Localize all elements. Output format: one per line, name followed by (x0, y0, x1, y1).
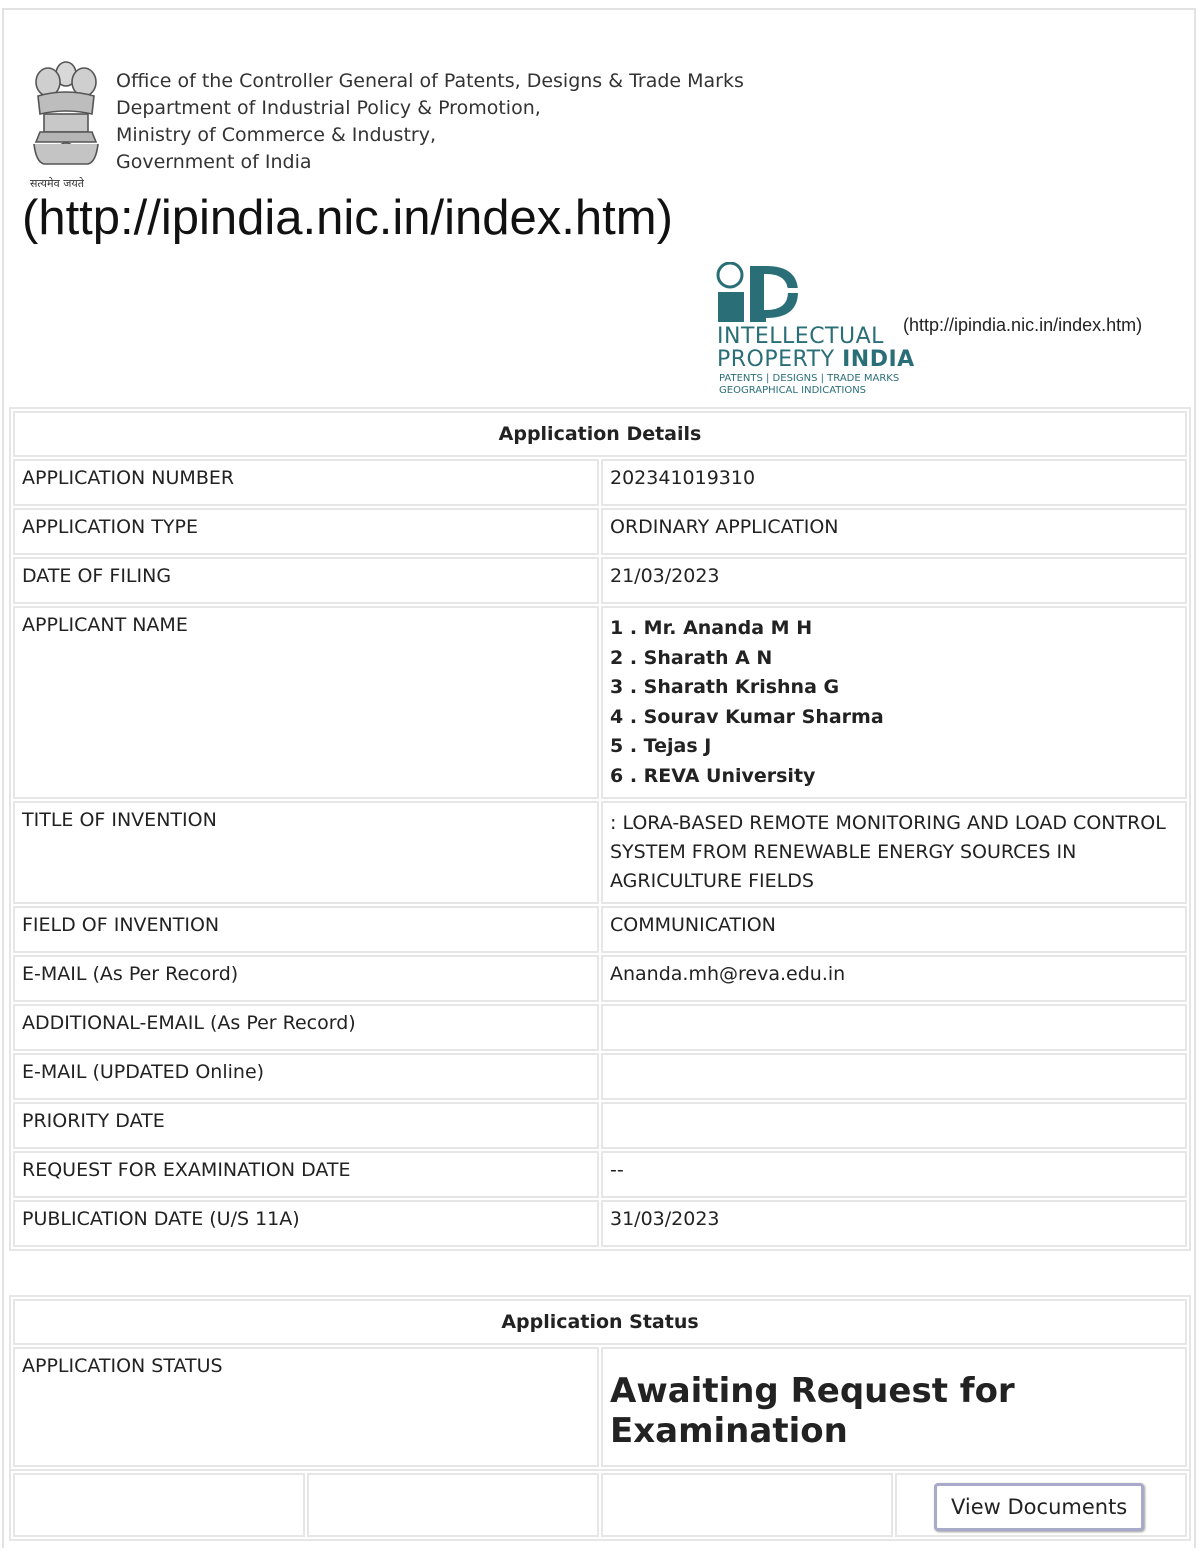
applicant-name: 3 . Sharath Krishna G (610, 676, 840, 698)
applicant-name: 4 . Sourav Kumar Sharma (610, 705, 884, 728)
office-heading (116, 68, 744, 176)
table-row (13, 557, 1187, 604)
field-label: APPLICATION STATUS (13, 1347, 599, 1467)
logo-text (717, 347, 915, 372)
home-link[interactable]: (http://ipindia.nic.in/index.htm) (22, 191, 673, 245)
field-label: REQUEST FOR EXAMINATION DATE (13, 1151, 599, 1198)
application-status-value: Awaiting Request for Examination (601, 1347, 1187, 1467)
office-line: Ministry of Commerce & Industry, (116, 124, 437, 146)
field-label: PUBLICATION DATE (U/S 11A) (13, 1200, 599, 1247)
field-label: TITLE OF INVENTION (13, 801, 599, 904)
view-documents-button[interactable]: View Documents (934, 1483, 1144, 1531)
emblem-motto: सत्यमेव जयते (30, 177, 85, 190)
field-label: FIELD OF INVENTION (13, 906, 599, 953)
logo-text: INTELLECTUAL (717, 324, 884, 349)
publication-date-value: 31/03/2023 (601, 1200, 1187, 1247)
priority-date-value (601, 1102, 1187, 1149)
table-row (13, 1200, 1187, 1247)
table-row (13, 906, 1187, 953)
office-line: Department of Industrial Policy & Promotion, (116, 97, 541, 119)
table-row (13, 508, 1187, 555)
logo-link[interactable]: (http://ipindia.nic.in/index.htm) (903, 315, 1143, 335)
applicant-name: 1 . Mr. Ananda M H (610, 617, 813, 639)
applicant-name: 5 . Tejas J (610, 735, 712, 757)
field-label: E-MAIL (UPDATED Online) (13, 1053, 599, 1100)
logo-subtext (719, 373, 899, 397)
email-updated-value (601, 1053, 1187, 1100)
table-row (13, 1004, 1187, 1051)
email-value: Ananda.mh@reva.edu.in (601, 955, 1187, 1002)
application-status-table (9, 1295, 1191, 1471)
table-row (13, 955, 1187, 1002)
actions-cell (895, 1473, 1187, 1537)
invention-title-value: : LORA-BASED REMOTE MONITORING AND LOAD CONTROL SYSTEM FROM RENEWABLE ENERGY SOURCES IN AGRICULTURE FIELDS (601, 801, 1187, 904)
application-type-value: ORDINARY APPLICATION (601, 508, 1187, 555)
table-row (13, 1151, 1187, 1198)
application-details-table (9, 407, 1191, 1251)
field-label: APPLICATION TYPE (13, 508, 599, 555)
logo-text-part: PROPERTY (717, 347, 843, 372)
field-label: DATE OF FILING (13, 557, 599, 604)
empty-cell (13, 1473, 305, 1537)
logo-subtext-line: GEOGRAPHICAL INDICATIONS (719, 385, 867, 396)
applicant-list (601, 606, 1187, 799)
national-emblem-icon (26, 52, 106, 192)
filing-date-value: 21/03/2023 (601, 557, 1187, 604)
table-row (13, 1053, 1187, 1100)
field-label: ADDITIONAL-EMAIL (As Per Record) (13, 1004, 599, 1051)
additional-email-value (601, 1004, 1187, 1051)
empty-cell (307, 1473, 599, 1537)
section-heading: Application Status (13, 1299, 1187, 1345)
actions-table (9, 1469, 1191, 1541)
field-label: E-MAIL (As Per Record) (13, 955, 599, 1002)
field-label: PRIORITY DATE (13, 1102, 599, 1149)
section-heading: Application Details (13, 411, 1187, 457)
table-row (13, 606, 1187, 799)
table-row (13, 801, 1187, 904)
field-label: APPLICANT NAME (13, 606, 599, 799)
exam-request-date-value: -- (601, 1151, 1187, 1198)
logo-text-part: INDIA (842, 347, 915, 372)
table-row (13, 459, 1187, 506)
application-number-value: 202341019310 (601, 459, 1187, 506)
table-row (13, 1347, 1187, 1467)
office-line: Government of India (116, 151, 312, 173)
field-label: APPLICATION NUMBER (13, 459, 599, 506)
invention-field-value: COMMUNICATION (601, 906, 1187, 953)
logo-subtext-line: PATENTS | DESIGNS | TRADE MARKS (719, 373, 900, 384)
table-row (13, 1102, 1187, 1149)
applicant-name: 6 . REVA University (610, 764, 816, 787)
applicant-name: 2 . Sharath A N (610, 646, 773, 669)
empty-cell (601, 1473, 893, 1537)
office-line: Office of the Controller General of Patents, Designs & Trade Marks (116, 70, 744, 92)
